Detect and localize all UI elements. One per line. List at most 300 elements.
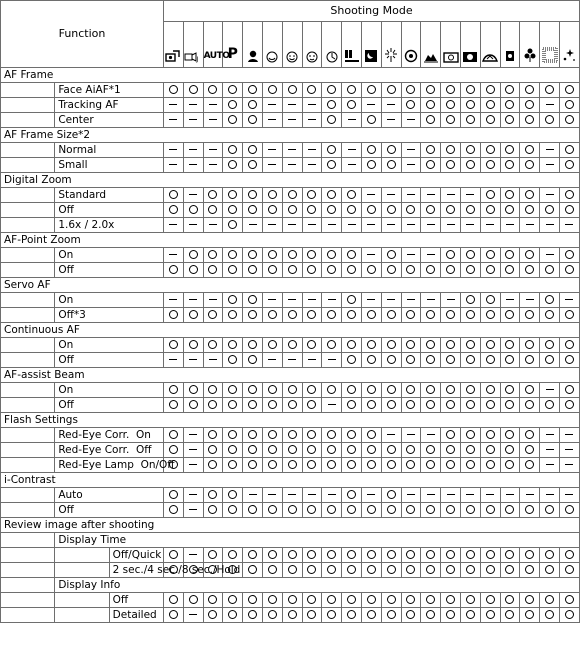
available-mark — [486, 145, 495, 154]
available-mark — [565, 355, 574, 364]
section-i-contrast — [1, 473, 580, 488]
mode-column-header — [361, 22, 381, 68]
available-mark — [446, 430, 455, 439]
availability-cell — [401, 263, 421, 278]
availability-cell — [421, 338, 441, 353]
availability-cell — [361, 263, 381, 278]
available-mark — [307, 310, 316, 319]
availability-cell — [559, 293, 579, 308]
availability-cell — [223, 248, 243, 263]
available-mark — [367, 610, 376, 619]
availability-cell — [203, 488, 223, 503]
availability-cell — [203, 548, 223, 563]
table-row — [1, 248, 580, 263]
unavailable-mark — [387, 119, 395, 120]
available-mark — [446, 115, 455, 124]
available-mark — [545, 265, 554, 274]
available-mark — [169, 400, 178, 409]
availability-cell — [164, 428, 184, 443]
available-mark — [505, 115, 514, 124]
unavailable-mark — [189, 164, 197, 165]
availability-cell — [243, 503, 263, 518]
available-mark — [169, 265, 178, 274]
availability-cell — [559, 563, 579, 578]
available-mark — [525, 100, 534, 109]
section-title: Review image after shooting — [1, 518, 580, 533]
availability-cell — [302, 188, 322, 203]
available-mark — [505, 190, 514, 199]
available-mark — [327, 445, 336, 454]
availability-cell — [480, 293, 500, 308]
availability-cell — [421, 113, 441, 128]
table-row — [1, 398, 580, 413]
availability-cell — [203, 83, 223, 98]
availability-cell — [540, 113, 560, 128]
available-mark — [208, 550, 217, 559]
section-flash-settings — [1, 413, 580, 428]
unavailable-mark — [447, 194, 455, 195]
availability-cell — [164, 158, 184, 173]
availability-cell — [243, 188, 263, 203]
available-mark — [189, 385, 198, 394]
availability-cell — [203, 188, 223, 203]
unavailable-mark — [169, 299, 177, 300]
available-mark — [505, 145, 514, 154]
available-mark — [347, 340, 356, 349]
availability-cell — [342, 608, 362, 623]
availability-cell — [243, 548, 263, 563]
unavailable-mark — [308, 149, 316, 150]
availability-cell — [381, 608, 401, 623]
available-mark — [466, 550, 475, 559]
availability-cell — [421, 98, 441, 113]
availability-cell — [401, 293, 421, 308]
availability-cell — [302, 353, 322, 368]
section-title: AF-assist Beam — [1, 368, 580, 383]
availability-cell — [282, 293, 302, 308]
availability-cell — [322, 83, 342, 98]
available-mark — [208, 460, 217, 469]
table-row — [1, 458, 580, 473]
availability-cell — [500, 338, 520, 353]
availability-cell — [441, 428, 461, 443]
available-mark — [208, 205, 217, 214]
available-mark — [307, 445, 316, 454]
availability-cell — [500, 488, 520, 503]
availability-cell — [401, 113, 421, 128]
available-mark — [525, 355, 534, 364]
unavailable-mark — [387, 224, 395, 225]
availability-cell — [500, 308, 520, 323]
available-mark — [288, 445, 297, 454]
mode-column-header — [441, 22, 461, 68]
availability-cell — [480, 443, 500, 458]
row-label: Face AiAF*1 — [55, 83, 164, 98]
available-mark — [248, 340, 257, 349]
available-mark — [248, 430, 257, 439]
availability-cell — [203, 248, 223, 263]
auto-icon: AUTO — [203, 51, 230, 61]
unavailable-mark — [387, 104, 395, 105]
availability-cell — [223, 353, 243, 368]
section-af-frame — [1, 68, 580, 83]
availability-cell — [500, 218, 520, 233]
section-title: AF Frame Size*2 — [1, 128, 580, 143]
available-mark — [525, 340, 534, 349]
availability-cell — [500, 158, 520, 173]
availability-cell — [243, 293, 263, 308]
available-mark — [307, 430, 316, 439]
availability-cell — [262, 98, 282, 113]
mode-column-header — [500, 22, 520, 68]
availability-cell — [480, 608, 500, 623]
available-mark — [446, 385, 455, 394]
availability-cell — [243, 248, 263, 263]
availability-cell — [302, 113, 322, 128]
section-title: Digital Zoom — [1, 173, 580, 188]
availability-cell — [401, 398, 421, 413]
unavailable-mark — [308, 119, 316, 120]
available-mark — [565, 145, 574, 154]
availability-cell — [441, 443, 461, 458]
available-mark — [327, 610, 336, 619]
mode-column-header — [381, 22, 401, 68]
unavailable-mark — [288, 104, 296, 105]
unavailable-mark — [565, 494, 573, 495]
availability-cell — [183, 593, 203, 608]
available-mark — [189, 400, 198, 409]
availability-cell — [342, 293, 362, 308]
availability-cell — [441, 308, 461, 323]
available-mark — [208, 610, 217, 619]
available-mark — [505, 205, 514, 214]
availability-cell — [460, 83, 480, 98]
available-mark — [446, 250, 455, 259]
available-mark — [545, 565, 554, 574]
availability-cell — [480, 188, 500, 203]
availability-cell — [282, 398, 302, 413]
availability-cell — [381, 443, 401, 458]
availability-cell — [460, 98, 480, 113]
available-mark — [565, 160, 574, 169]
availability-cell — [500, 563, 520, 578]
available-mark — [228, 85, 237, 94]
mode-column-header — [302, 22, 322, 68]
smile-icon — [283, 51, 302, 63]
available-mark — [505, 445, 514, 454]
unavailable-mark — [189, 464, 197, 465]
availability-cell — [520, 398, 540, 413]
unavailable-mark — [268, 164, 276, 165]
row-label: On — [55, 383, 164, 398]
availability-cell — [322, 98, 342, 113]
unavailable-mark — [387, 299, 395, 300]
availability-cell — [421, 548, 441, 563]
availability-cell — [421, 188, 441, 203]
available-mark — [268, 505, 277, 514]
availability-cell — [480, 308, 500, 323]
available-mark — [545, 550, 554, 559]
unavailable-mark — [189, 359, 197, 360]
availability-cell — [540, 488, 560, 503]
row-label: Off — [55, 398, 164, 413]
availability-cell — [282, 443, 302, 458]
unavailable-mark — [407, 224, 415, 225]
section-af-assist-beam — [1, 368, 580, 383]
availability-cell — [203, 398, 223, 413]
unavailable-mark — [546, 104, 554, 105]
available-mark — [486, 355, 495, 364]
available-mark — [327, 145, 336, 154]
availability-cell — [243, 608, 263, 623]
availability-cell — [460, 503, 480, 518]
available-mark — [387, 85, 396, 94]
section-continuous-af — [1, 323, 580, 338]
availability-cell — [480, 158, 500, 173]
availability-cell — [401, 143, 421, 158]
available-mark — [466, 430, 475, 439]
unavailable-mark — [189, 119, 197, 120]
available-mark — [307, 340, 316, 349]
unavailable-mark — [427, 434, 435, 435]
mode-column-header — [183, 22, 203, 68]
available-mark — [505, 505, 514, 514]
availability-cell — [480, 503, 500, 518]
availability-cell — [441, 248, 461, 263]
unavailable-mark — [189, 554, 197, 555]
available-mark — [169, 550, 178, 559]
available-mark — [426, 145, 435, 154]
unavailable-mark — [308, 494, 316, 495]
available-mark — [347, 460, 356, 469]
unavailable-mark — [308, 224, 316, 225]
available-mark — [169, 565, 178, 574]
availability-cell — [500, 98, 520, 113]
available-mark — [248, 445, 257, 454]
availability-cell — [480, 143, 500, 158]
available-mark — [367, 385, 376, 394]
unavailable-mark — [546, 464, 554, 465]
mode-column-header — [203, 22, 230, 68]
available-mark — [367, 505, 376, 514]
available-mark — [446, 565, 455, 574]
availability-cell — [203, 203, 223, 218]
availability-cell — [302, 443, 322, 458]
availability-cell — [302, 143, 322, 158]
unavailable-mark — [506, 299, 514, 300]
unavailable-mark — [565, 434, 573, 435]
availability-cell — [322, 428, 342, 443]
availability-cell — [302, 218, 322, 233]
table-row — [1, 113, 580, 128]
availability-cell — [203, 428, 223, 443]
availability-cell — [540, 143, 560, 158]
available-mark — [466, 250, 475, 259]
availability-cell — [460, 488, 480, 503]
availability-cell — [500, 398, 520, 413]
table-row — [1, 188, 580, 203]
table-row — [1, 578, 580, 593]
availability-cell — [322, 488, 342, 503]
unavailable-mark — [328, 299, 336, 300]
available-mark — [228, 400, 237, 409]
availability-cell — [203, 383, 223, 398]
available-mark — [505, 565, 514, 574]
availability-cell — [262, 563, 282, 578]
availability-cell — [500, 548, 520, 563]
available-mark — [466, 160, 475, 169]
available-mark — [545, 115, 554, 124]
availability-cell — [183, 113, 203, 128]
availability-cell — [342, 593, 362, 608]
available-mark — [248, 250, 257, 259]
availability-cell — [421, 488, 441, 503]
availability-cell — [183, 263, 203, 278]
available-mark — [406, 565, 415, 574]
unavailable-mark — [308, 359, 316, 360]
unavailable-mark — [407, 494, 415, 495]
availability-cell — [223, 503, 243, 518]
availability-cell — [480, 428, 500, 443]
unavailable-mark — [308, 299, 316, 300]
availability-cell — [164, 338, 184, 353]
available-mark — [228, 145, 237, 154]
availability-cell — [243, 143, 263, 158]
available-mark — [406, 355, 415, 364]
available-mark — [367, 445, 376, 454]
availability-cell — [342, 428, 362, 443]
availability-cell — [262, 248, 282, 263]
available-mark — [367, 115, 376, 124]
available-mark — [466, 85, 475, 94]
unavailable-mark — [367, 104, 375, 105]
mode-column-header — [480, 22, 500, 68]
available-mark — [268, 190, 277, 199]
availability-cell — [441, 218, 461, 233]
availability-cell — [164, 188, 184, 203]
availability-cell — [460, 443, 480, 458]
available-mark — [367, 340, 376, 349]
availability-cell — [164, 203, 184, 218]
unavailable-mark — [407, 194, 415, 195]
section-digital-zoom — [1, 173, 580, 188]
availability-cell — [480, 488, 500, 503]
available-mark — [288, 610, 297, 619]
unavailable-mark — [308, 104, 316, 105]
availability-cell — [381, 563, 401, 578]
availability-cell — [441, 158, 461, 173]
available-mark — [307, 385, 316, 394]
unavailable-mark — [348, 164, 356, 165]
availability-cell — [559, 608, 579, 623]
availability-cell — [559, 113, 579, 128]
availability-cell — [381, 293, 401, 308]
available-mark — [208, 565, 217, 574]
unavailable-mark — [546, 194, 554, 195]
available-mark — [486, 385, 495, 394]
availability-cell — [441, 488, 461, 503]
availability-cell — [322, 248, 342, 263]
row-label: Off/Quick — [109, 548, 163, 563]
available-mark — [406, 400, 415, 409]
availability-cell — [500, 443, 520, 458]
availability-cell — [282, 488, 302, 503]
available-mark — [268, 460, 277, 469]
availability-cell — [322, 158, 342, 173]
availability-cell — [322, 548, 342, 563]
availability-cell — [203, 308, 223, 323]
availability-cell — [520, 383, 540, 398]
availability-cell — [262, 203, 282, 218]
availability-cell — [243, 308, 263, 323]
available-mark — [228, 595, 237, 604]
availability-cell — [203, 593, 223, 608]
available-mark — [288, 265, 297, 274]
availability-cell — [361, 353, 381, 368]
available-mark — [387, 505, 396, 514]
available-mark — [248, 400, 257, 409]
unavailable-mark — [526, 299, 534, 300]
available-mark — [387, 250, 396, 259]
availability-cell — [460, 113, 480, 128]
available-mark — [268, 430, 277, 439]
available-mark — [545, 340, 554, 349]
availability-cell — [282, 353, 302, 368]
table-row — [1, 353, 580, 368]
availability-cell — [520, 338, 540, 353]
availability-cell — [183, 353, 203, 368]
availability-cell — [302, 428, 322, 443]
available-mark — [367, 550, 376, 559]
availability-cell — [381, 158, 401, 173]
unavailable-mark — [407, 254, 415, 255]
available-mark — [327, 265, 336, 274]
available-mark — [505, 160, 514, 169]
available-mark — [486, 250, 495, 259]
availability-cell — [322, 383, 342, 398]
unavailable-mark — [447, 299, 455, 300]
available-mark — [545, 505, 554, 514]
available-mark — [466, 460, 475, 469]
availability-cell — [243, 83, 263, 98]
availability-cell — [540, 548, 560, 563]
availability-cell — [164, 98, 184, 113]
availability-cell — [322, 308, 342, 323]
availability-cell — [361, 488, 381, 503]
section-title: i-Contrast — [1, 473, 580, 488]
unavailable-mark — [189, 104, 197, 105]
availability-cell — [460, 353, 480, 368]
unavailable-mark — [348, 224, 356, 225]
availability-cell — [183, 338, 203, 353]
available-mark — [347, 445, 356, 454]
available-mark — [486, 295, 495, 304]
availability-cell — [322, 188, 342, 203]
availability-cell — [381, 488, 401, 503]
unavailable-mark — [407, 299, 415, 300]
availability-cell — [480, 83, 500, 98]
availability-cell — [282, 383, 302, 398]
available-mark — [347, 505, 356, 514]
available-mark — [387, 145, 396, 154]
availability-cell — [441, 338, 461, 353]
availability-cell — [223, 593, 243, 608]
availability-cell — [559, 338, 579, 353]
available-mark — [208, 85, 217, 94]
available-mark — [367, 400, 376, 409]
row-label: Red-Eye Corr. Off — [55, 443, 164, 458]
available-mark — [565, 205, 574, 214]
